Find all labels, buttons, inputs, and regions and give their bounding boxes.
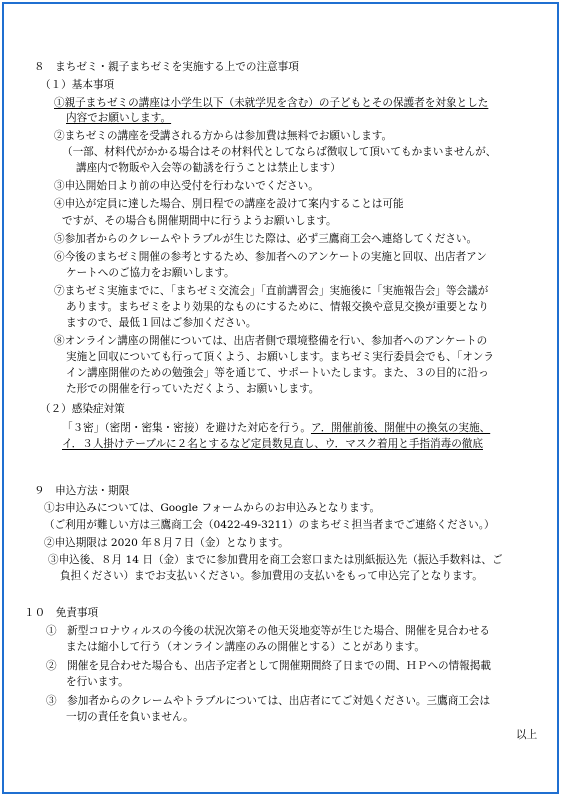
s8-item4-line1: ④申込が定員に達した場合、別日程での講座を設けて案内することは可能	[54, 198, 404, 210]
s10-item3-line1: ③ 参加者からのクレームやトラブルについては、出店者にてご対処ください。三鷹商工会は	[46, 695, 491, 707]
s8-item2-line2: （一部、材料代がかかる場合はその材料代としてならば徴収して頂いてもかまいませんが、	[62, 146, 497, 158]
s8-item6-line2: ケートへのご協力をお願いします。	[66, 267, 235, 279]
infection-line1	[62, 421, 490, 435]
s8-item3: ③申込開始日より前の申込受付を行わないでください。	[54, 180, 319, 192]
s8-item7-line1: ⑦まちゼミ実施までに、「まちゼミ交流会」「直前講習会」実施後に「実施報告会」等会議が	[54, 285, 489, 297]
section-9-title: ９ 申込方法・期限	[34, 485, 130, 497]
s8-item8-line2: 実施と回収についても行って頂くよう、お願いします。まちゼミ実行委員会でも、「オンラ	[66, 351, 494, 363]
section-8-sub1: （１）基本事項	[40, 79, 115, 91]
s8-item5: ⑤参加者からのクレームやトラブルが生じた際は、必ず三鷹商工会へ連絡してください。	[54, 233, 478, 245]
closing-text: 以上	[516, 729, 538, 741]
s8-item8-line4: た形での開催を行っていただくよう、お願いします。	[66, 383, 320, 395]
s10-item2-line1: ② 開催を見合わせた場合も、出店予定者として開催期間終了日までの間、ＨＰへの情報掲載	[46, 660, 491, 672]
s9-item3-line1: ③申込後、８月 14 日（金）までに参加費用を商工会窓口または別紙振込先（振込手数料は、ご	[48, 554, 503, 566]
s10-item2-line2: を行います。	[66, 676, 129, 688]
infection-line2: イ．３人掛けテーブルに２名とするなど定員数見直し、ウ．マスク着用と手指消毒の徹底	[62, 438, 483, 450]
s10-item1-line2: または縮小して行う（オンライン講座のみの開催とする）ことがあります。	[66, 641, 426, 653]
s9-item1-line2: （ご利用が難しい方は三鷹商工会（0422-49-3211）のまちゼミ担当者までご連絡ください。）	[44, 519, 495, 531]
s8-item8-line1: ⑧オンライン講座の開催については、出店者側で環境整備を行い、参加者へのアンケートの	[54, 335, 488, 347]
section-8-sub2: （２）感染症対策	[40, 403, 125, 415]
section-8-title: ８ まちゼミ・親子まちゼミを実施する上での注意事項	[34, 61, 299, 73]
s8-item6-line1: ⑥今後のまちゼミ開催の参考とするため、参加者へのアンケートの実施と回収、出店者アン	[54, 251, 487, 263]
s8-item7-line3: ますので、最低１回はご参加ください。	[66, 317, 257, 329]
s8-item4-line2: ですが、その場合も開催期間中に行うようお願いします。	[62, 215, 337, 227]
s8-item1-line1: ①親子まちゼミの講座は小学生以下（未就学児を含む）の子どもとその保護者を対象とした	[54, 97, 489, 109]
s9-item2: ②申込期限は 2020 年８月７日（金）となります。	[44, 537, 289, 549]
s8-item8-line3: イン講座開催のための勉強会」等を通じて、サポートいたします。また、３の目的に沿っ	[66, 367, 489, 379]
infection-line1-plain: 「３密」（密閉・密集・密接）を避けた対応を行う。	[62, 422, 311, 434]
s10-item3-line2: 一切の責任を負いません。	[66, 711, 194, 723]
s9-item1-line1: ①お申込みについては、Google フォームからのお申込みとなります。	[44, 502, 381, 514]
s8-item1-line2: 内容でお願いします。	[66, 112, 172, 124]
s9-item3-line2: 負担ください）までお支払いください。参加費用の支払いをもって申込完了となります。	[60, 570, 483, 582]
s8-item2-line1: ②まちゼミの講座を受講される方からは参加費は無料でお願いします。	[54, 130, 393, 142]
s8-item7-line2: あります。まちゼミをより効果的なものにするために、情報交換や意見交換が重要となり	[66, 301, 489, 313]
infection-line1-underlined: ア．開催前後、開催中の換気の実施、	[310, 422, 491, 434]
section-10-title: １０ 免責事項	[24, 607, 99, 619]
s10-item1-line1: ① 新型コロナウィルスの今後の状況次第その他天災地変等が生じた場合、開催を見合わせる	[46, 625, 490, 637]
s8-item2-line3: 講座内で物販や入会等の勧誘を行うことは禁止します）	[76, 162, 341, 174]
